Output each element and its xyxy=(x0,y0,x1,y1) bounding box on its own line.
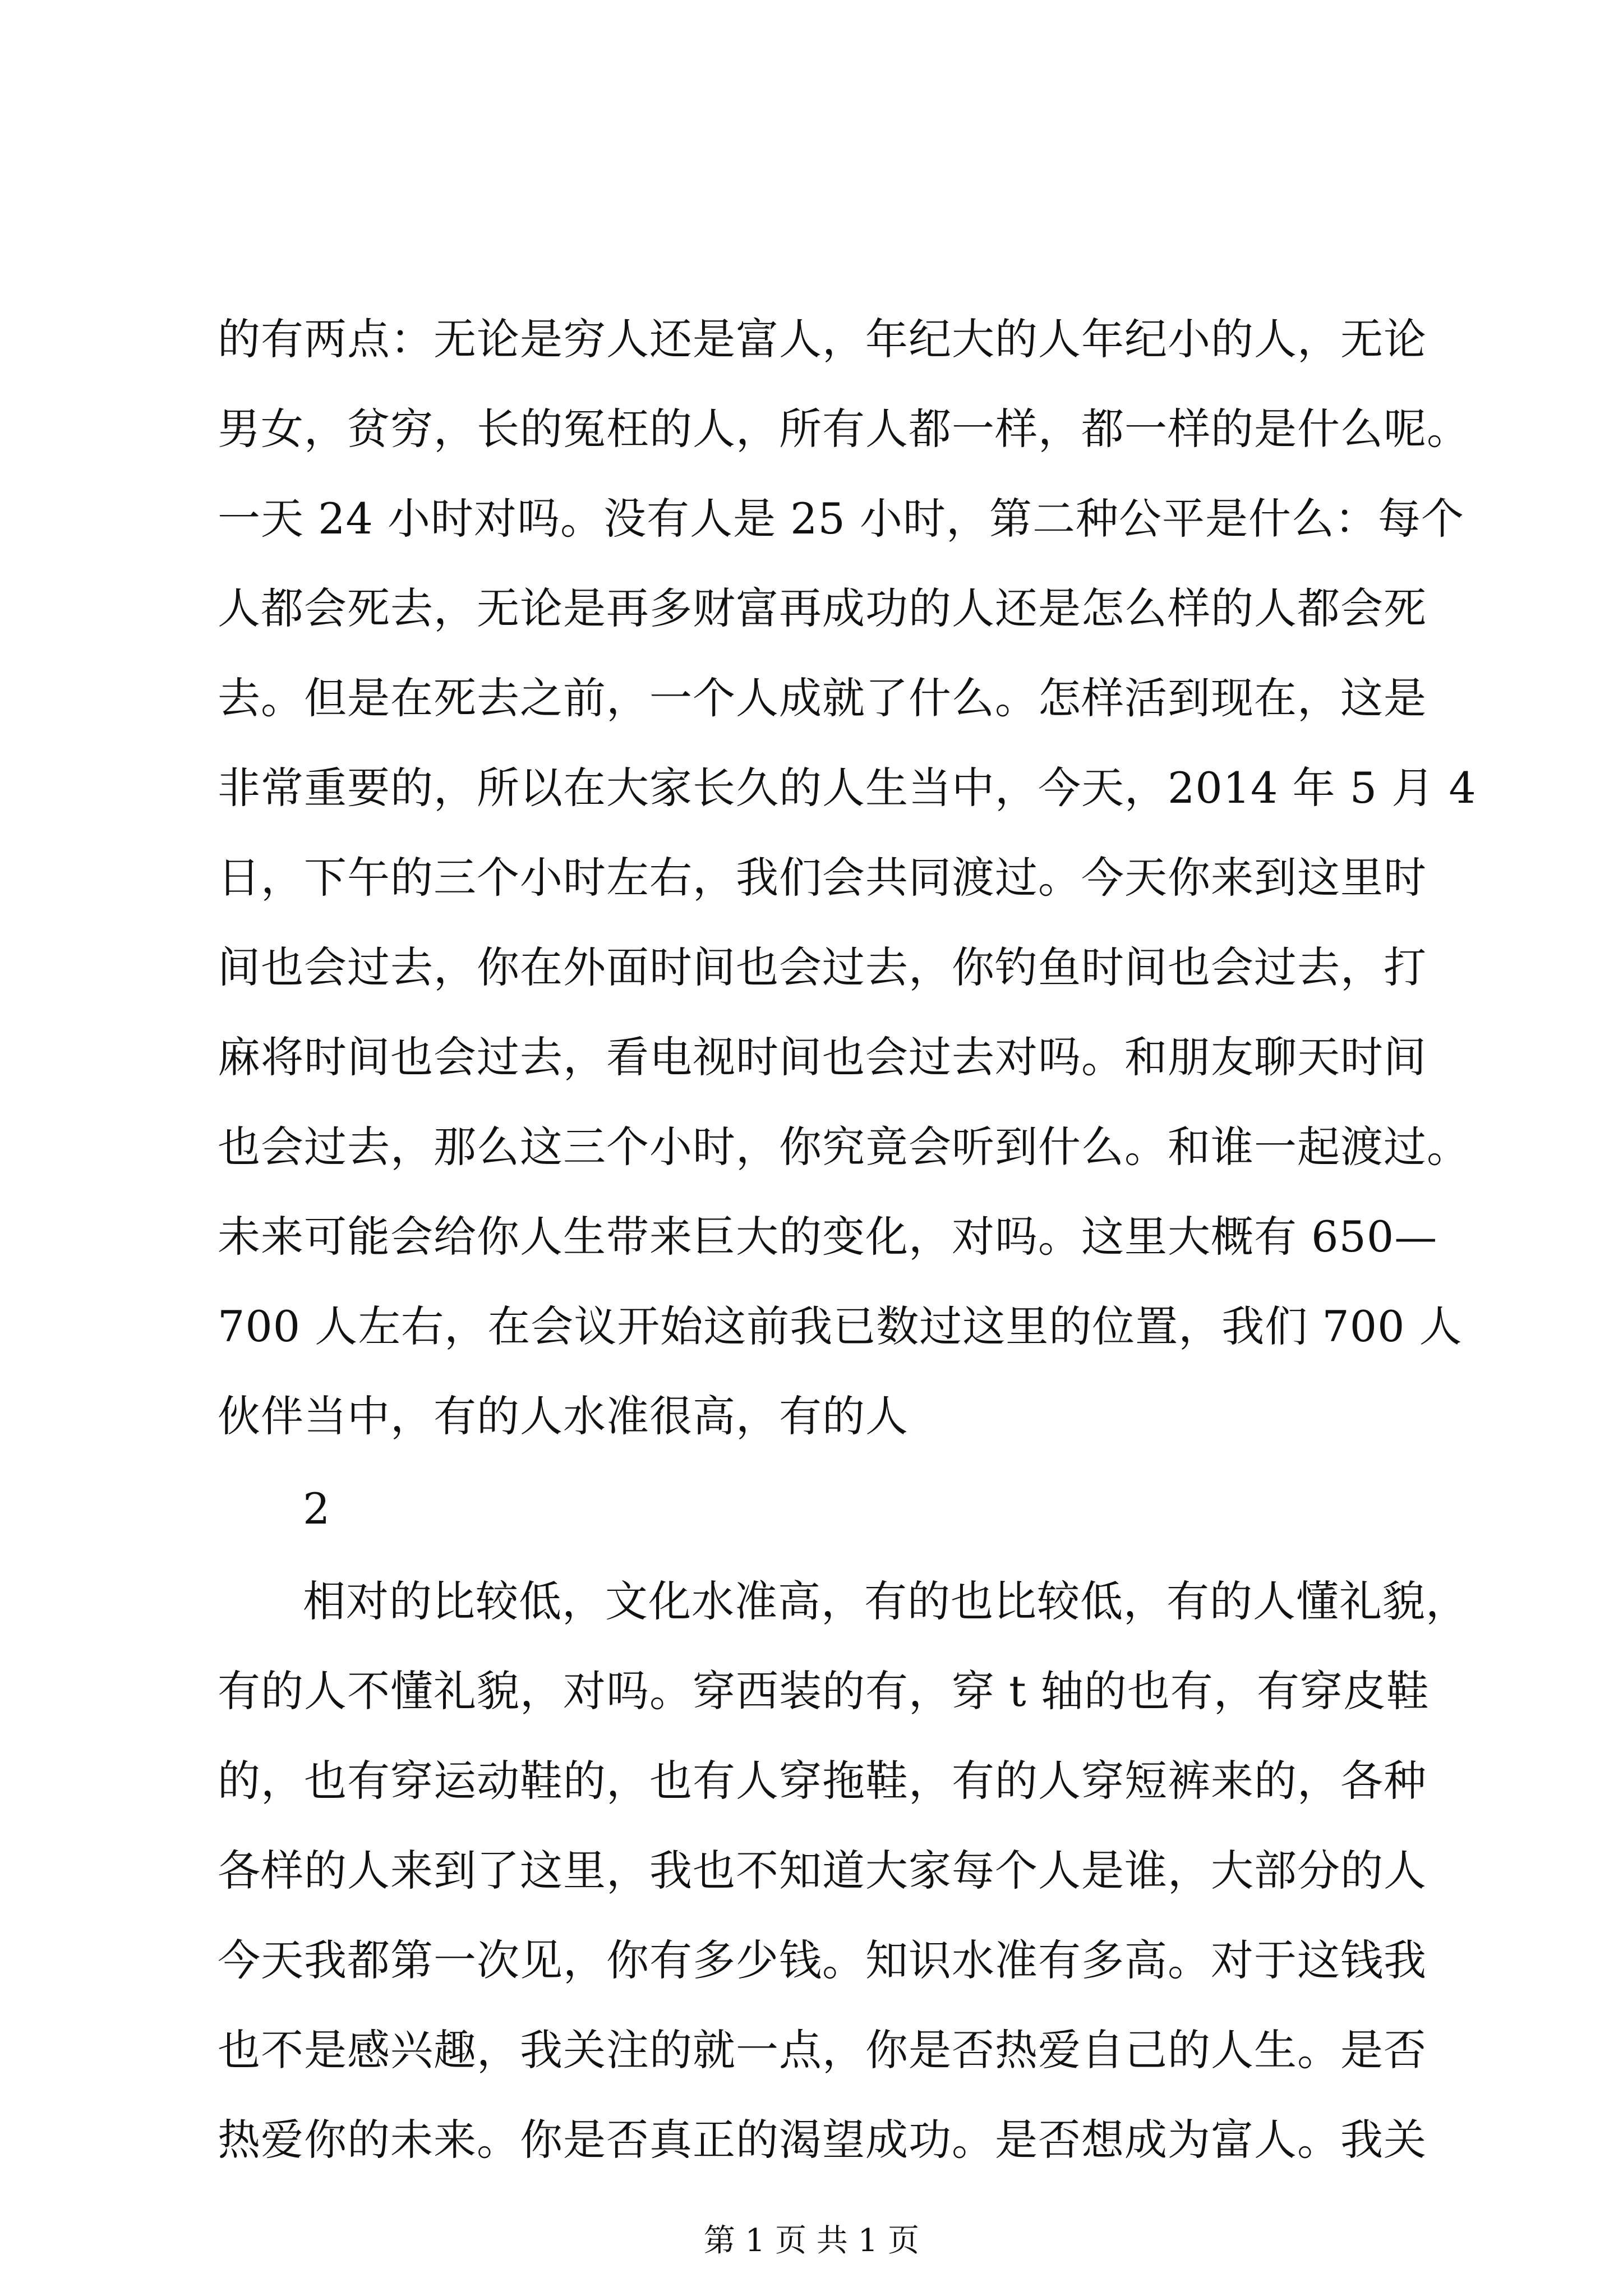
text-line: 也会过去，那么这三个小时，你究竟会听到什么。和谁一起渡过。 xyxy=(218,1122,1470,1172)
text-line: 有的人不懂礼貌，对吗。穿西装的有，穿 t 轴的也有，有穿皮鞋 xyxy=(218,1666,1430,1716)
text-line: 未来可能会给你人生带来巨大的变化，对吗。这里大概有 650— xyxy=(218,1212,1438,1262)
text-line: 人都会死去，无论是再多财富再成功的人还是怎么样的人都会死 xyxy=(218,583,1427,633)
text-line: 700 人左右，在会议开始这前我已数过这里的位置，我们 700 人 xyxy=(218,1301,1463,1351)
text-line: 间也会过去，你在外面时间也会过去，你钓鱼时间也会过去，打 xyxy=(218,942,1427,992)
text-line: 麻将时间也会过去，看电视时间也会过去对吗。和朋友聊天时间 xyxy=(218,1032,1427,1082)
text-line: 今天我都第一次见，你有多少钱。知识水准有多高。对于这钱我 xyxy=(218,1935,1427,1985)
paragraph-first-line: 相对的比较低，文化水准高，有的也比较低，有的人懂礼貌， xyxy=(303,1576,1469,1626)
text-line: 的有两点：无论是穷人还是富人，年纪大的人年纪小的人，无论 xyxy=(218,314,1427,364)
text-line: 男女，贫穷，长的冤枉的人，所有人都一样，都一样的是什么呢。 xyxy=(218,404,1470,454)
text-line: 也不是感兴趣，我关注的就一点，你是否热爱自己的人生。是否 xyxy=(218,2025,1427,2075)
text-line: 的，也有穿运动鞋的，也有人穿拖鞋，有的人穿短裤来的，各种 xyxy=(218,1756,1427,1806)
text-line: 热爱你的未来。你是否真正的渴望成功。是否想成为富人。我关 xyxy=(218,2115,1427,2165)
text-line: 伙伴当中，有的人水准很高，有的人 xyxy=(218,1391,909,1441)
page-footer: 第 1 页 共 1 页 xyxy=(703,2223,920,2259)
text-line: 去。但是在死去之前，一个人成就了什么。怎样活到现在，这是 xyxy=(218,673,1427,723)
page-number-inline: 2 xyxy=(303,1484,331,1534)
text-line: 日，下午的三个小时左右，我们会共同渡过。今天你来到这里时 xyxy=(218,853,1427,903)
text-line: 非常重要的，所以在大家长久的人生当中，今天，2014 年 5 月 4 xyxy=(218,763,1477,813)
text-line: 各样的人来到了这里，我也不知道大家每个人是谁，大部分的人 xyxy=(218,1846,1427,1895)
text-line: 一天 24 小时对吗。没有人是 25 小时，第二种公平是什么：每个 xyxy=(218,494,1465,544)
